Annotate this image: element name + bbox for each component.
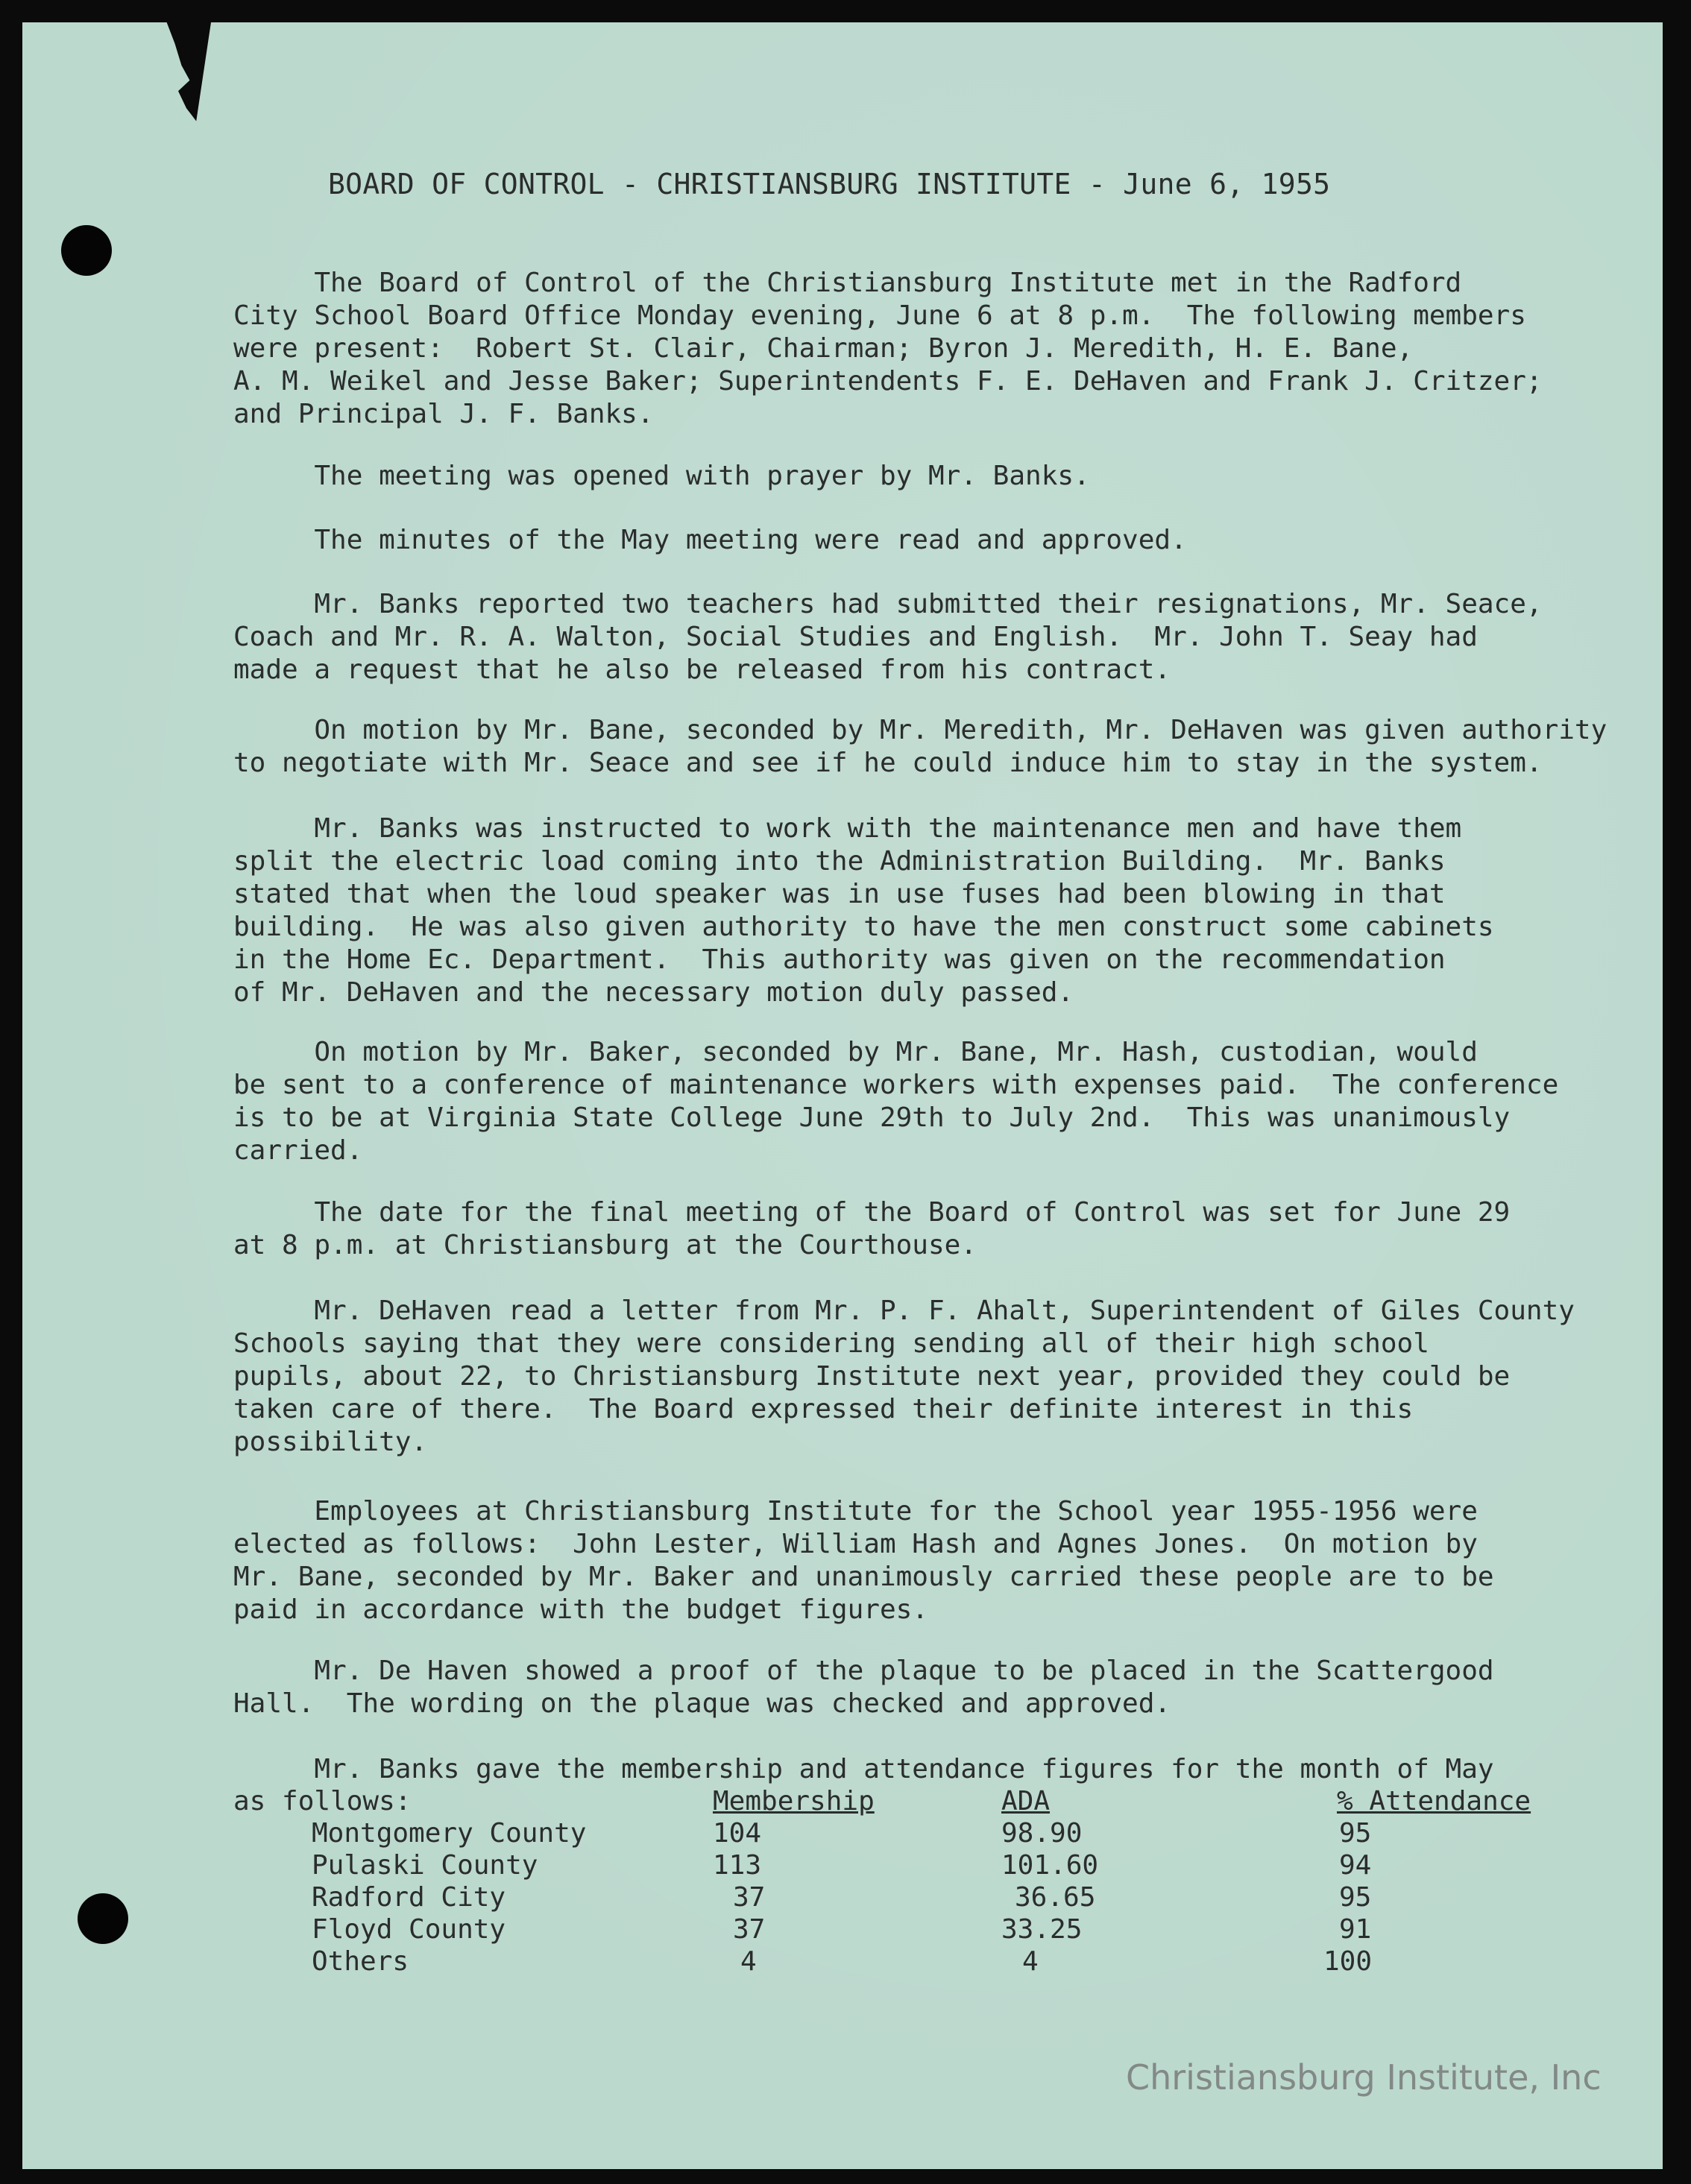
document-title: BOARD OF CONTROL - CHRISTIANSBURG INSTITUTE - June 6, 1955: [328, 168, 1331, 201]
text-line: Hall. The wording on the plaque was checked and approved.: [233, 1688, 1171, 1719]
text-line: elected as follows: John Lester, William Hash and Agnes Jones. On motion by: [233, 1529, 1478, 1559]
paragraph-figures: [233, 1753, 1613, 1786]
text-line: possibility.: [233, 1427, 428, 1457]
text-line: Employees at Christiansburg Institute for the School year 1955-1956 were: [233, 1496, 1478, 1527]
text-line: to negotiate with Mr. Seace and see if he could induce him to stay in the system.: [233, 748, 1543, 778]
text-line: were present: Robert St. Clair, Chairman; Byron J. Meredith, H. E. Bane,: [233, 333, 1414, 364]
text-line: paid in accordance with the budget figures.: [233, 1594, 928, 1625]
cell-ada: 33.25: [1001, 1914, 1083, 1945]
paragraph-conference: [233, 1036, 1613, 1167]
paragraph-final-meeting: [233, 1196, 1613, 1262]
cell-county: Radford City: [312, 1882, 506, 1913]
cell-attendance: 100: [1323, 1946, 1373, 1977]
table-row: [233, 1817, 1372, 1849]
paragraph-minutes: [233, 524, 1613, 557]
text-line: be sent to a conference of maintenance workers with expenses paid. The conference: [233, 1070, 1559, 1100]
text-line: in the Home Ec. Department. This authority was given on the recommendation: [233, 944, 1446, 975]
paragraph-employees: [233, 1495, 1613, 1626]
paragraph-resignations: [233, 588, 1613, 687]
text-line: Schools saying that they were considering sending all of their high school: [233, 1328, 1429, 1359]
table-row: [233, 1945, 1373, 1978]
text-line: carried.: [233, 1135, 363, 1166]
cell-membership: 4: [740, 1946, 757, 1977]
text-line: of Mr. DeHaven and the necessary motion duly passed.: [233, 977, 1074, 1008]
cell-attendance: 91: [1339, 1914, 1372, 1945]
paragraph-giles-letter: [233, 1295, 1613, 1459]
cell-county: Montgomery County: [312, 1818, 587, 1849]
text-line: at 8 p.m. at Christiansburg at the Courthouse.: [233, 1230, 977, 1260]
cell-membership: 37: [733, 1914, 766, 1945]
text-line: The Board of Control of the Christiansburg Institute met in the Radford: [233, 268, 1462, 298]
cell-county: Floyd County: [312, 1914, 506, 1945]
cell-ada: 98.90: [1001, 1818, 1083, 1849]
text-line: stated that when the loud speaker was in use fuses had been blowing in that: [233, 879, 1446, 909]
cell-attendance: 94: [1339, 1850, 1372, 1881]
text-line: Mr. DeHaven read a letter from Mr. P. F. Ahalt, Superintendent of Giles County: [233, 1295, 1575, 1326]
table-header-row: [233, 1785, 1531, 1817]
header-attendance: % Attendance: [1337, 1786, 1531, 1817]
text-line: Coach and Mr. R. A. Walton, Social Studies and English. Mr. John T. Seay had: [233, 622, 1478, 652]
text-line: The minutes of the May meeting were read and approved.: [233, 525, 1187, 555]
text-line: Mr. Banks gave the membership and attendance figures for the month of May: [233, 1754, 1494, 1784]
text-line: pupils, about 22, to Christiansburg Institute next year, provided they could be: [233, 1361, 1511, 1392]
text-line: made a request that he also be released from his contract.: [233, 654, 1171, 685]
table-lead: as follows:: [233, 1786, 412, 1817]
paragraph-motion-dehaven: [233, 714, 1613, 780]
cell-membership: 113: [713, 1850, 762, 1881]
cell-county: Pulaski County: [312, 1850, 538, 1881]
cell-ada: 4: [1022, 1946, 1039, 1977]
text-line: Mr. Bane, seconded by Mr. Baker and unanimously carried these people are to be: [233, 1562, 1494, 1592]
cell-attendance: 95: [1339, 1818, 1372, 1849]
text-line: Mr. De Haven showed a proof of the plaque to be placed in the Scattergood: [233, 1656, 1494, 1686]
text-line: Mr. Banks reported two teachers had submitted their resignations, Mr. Seace,: [233, 589, 1543, 619]
text-line: taken care of there. The Board expressed their definite interest in this: [233, 1394, 1414, 1424]
text-line: is to be at Virginia State College June 29th to July 2nd. This was unanimously: [233, 1102, 1511, 1133]
table-row: [233, 1913, 1372, 1945]
cell-ada: 101.60: [1001, 1850, 1099, 1881]
paragraph-maintenance: [233, 812, 1613, 1009]
cell-attendance: 95: [1339, 1882, 1372, 1913]
attendance-table: [233, 1785, 1531, 1978]
text-line: Mr. Banks was instructed to work with the maintenance men and have them: [233, 813, 1462, 844]
text-line: The date for the final meeting of the Board of Control was set for June 29: [233, 1197, 1511, 1228]
text-line: building. He was also given authority to have the men construct some cabinets: [233, 912, 1494, 942]
cell-membership: 37: [733, 1882, 766, 1913]
text-line: and Principal J. F. Banks.: [233, 399, 654, 429]
cell-membership: 104: [713, 1818, 762, 1849]
header-ada: ADA: [1001, 1786, 1051, 1817]
header-membership: Membership: [713, 1786, 875, 1817]
text-line: The meeting was opened with prayer by Mr. Banks.: [233, 461, 1090, 491]
table-row: [233, 1849, 1372, 1881]
paragraph-plaque: [233, 1655, 1613, 1720]
paragraph-prayer: [233, 460, 1613, 493]
text-line: On motion by Mr. Baker, seconded by Mr. Bane, Mr. Hash, custodian, would: [233, 1037, 1478, 1067]
text-line: On motion by Mr. Bane, seconded by Mr. Meredith, Mr. DeHaven was given authority: [233, 715, 1607, 745]
text-line: A. M. Weikel and Jesse Baker; Superintendents F. E. DeHaven and Frank J. Critzer;: [233, 366, 1543, 397]
cell-ada: 36.65: [1015, 1882, 1096, 1913]
text-line: City School Board Office Monday evening, June 6 at 8 p.m. The following members: [233, 300, 1526, 331]
table-row: [233, 1881, 1372, 1913]
watermark: Christiansburg Institute, Inc: [1126, 2057, 1602, 2098]
text-line: split the electric load coming into the Administration Building. Mr. Banks: [233, 846, 1446, 877]
paragraph-attendance: [233, 267, 1613, 431]
cell-county: Others: [312, 1946, 409, 1977]
